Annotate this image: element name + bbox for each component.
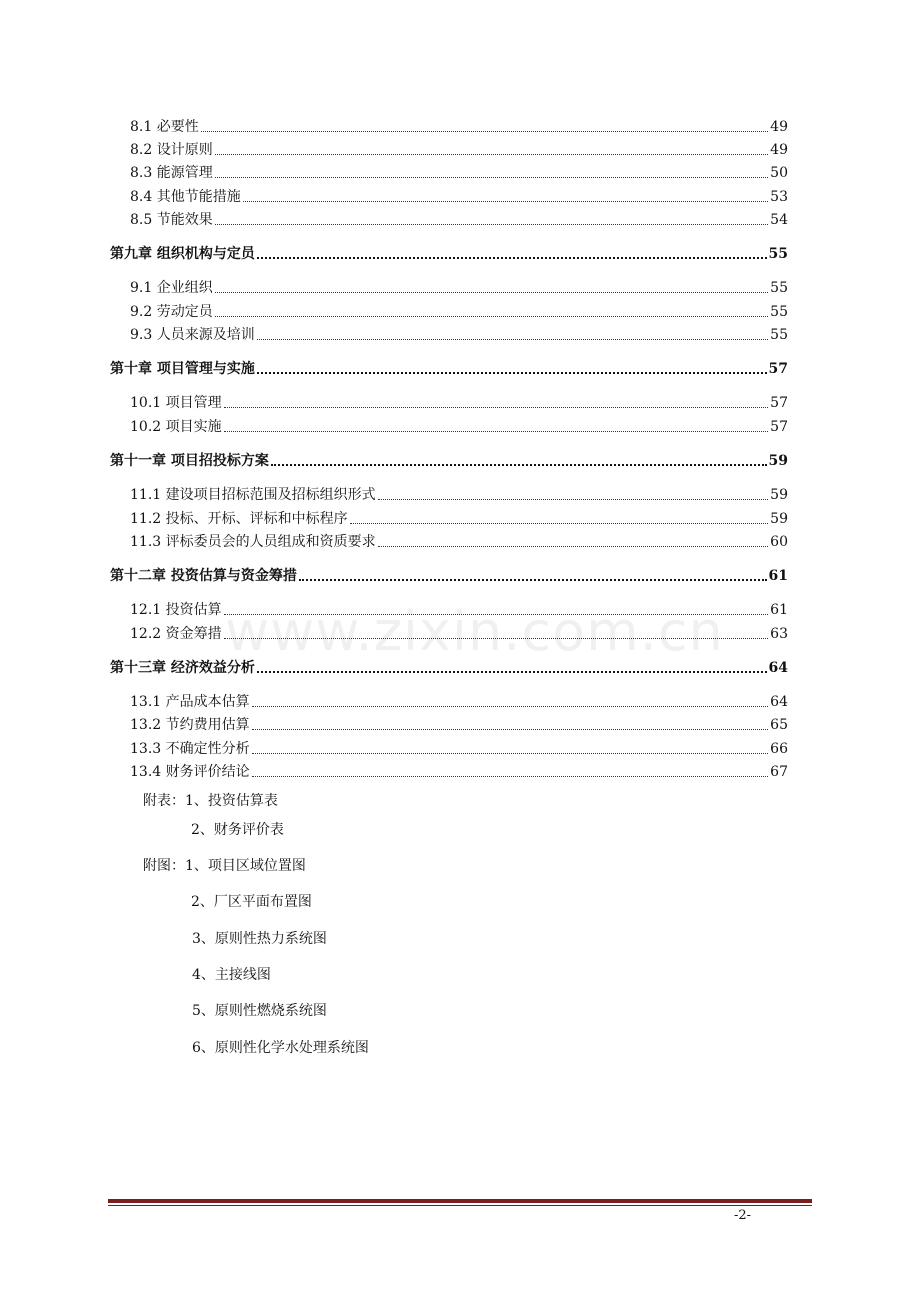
toc-entry-label: 11.1 建设项目招标范围及招标组织形式 — [130, 487, 376, 503]
toc-entry-page: 57 — [770, 395, 788, 411]
toc-entry-10-2[interactable] — [130, 414, 788, 436]
leader-dots — [224, 407, 769, 408]
toc-chapter-label: 第九章 组织机构与定员 — [110, 246, 255, 262]
leader-dots — [350, 523, 769, 524]
toc-entry-8-3[interactable] — [130, 160, 788, 182]
toc-entry-label: 13.1 产品成本估算 — [130, 694, 250, 710]
toc-entry-page: 59 — [770, 487, 788, 503]
toc-entry-8-2[interactable] — [130, 137, 788, 159]
leader-dots — [252, 776, 769, 777]
toc-entry-page: 55 — [770, 280, 788, 296]
toc-entry-page: 55 — [770, 304, 788, 320]
toc-entry-8-1[interactable] — [130, 114, 788, 136]
leader-dots — [257, 257, 767, 259]
leader-dots — [215, 177, 768, 178]
toc-entry-13-3[interactable] — [130, 736, 788, 758]
toc-entry-label: 8.4 其他节能措施 — [130, 189, 241, 205]
toc-entry-label: 9.3 人员来源及培训 — [130, 327, 255, 343]
toc-entry-label: 12.2 资金筹措 — [130, 626, 222, 642]
toc-entry-8-4[interactable] — [130, 184, 788, 206]
toc-chapter-9[interactable] — [110, 241, 788, 263]
toc-chapter-11[interactable] — [110, 448, 788, 470]
appendix-figure-item: 2、厂区平面布置图 — [191, 894, 312, 910]
toc-entry-label: 10.2 项目实施 — [130, 419, 222, 435]
toc-entry-page: 64 — [770, 694, 788, 710]
toc-chapter-10[interactable] — [110, 356, 788, 378]
toc-entry-page: 54 — [770, 212, 788, 228]
leader-dots — [257, 671, 767, 673]
leader-dots — [243, 201, 768, 202]
toc-chapter-label: 第十二章 投资估算与资金筹措 — [110, 568, 297, 584]
leader-dots — [378, 546, 769, 547]
appendix-figures-heading: 附图：1、项目区域位置图 — [143, 858, 306, 874]
toc-entry-label: 9.2 劳动定员 — [130, 304, 213, 320]
toc-chapter-page: 59 — [768, 453, 788, 469]
toc-chapter-page: 57 — [768, 361, 788, 377]
toc-entry-9-2[interactable] — [130, 299, 788, 321]
leader-dots — [257, 339, 768, 340]
appendix-figure-item: 4、主接线图 — [192, 967, 271, 983]
toc-entry-8-5[interactable] — [130, 207, 788, 229]
leader-dots — [215, 224, 768, 225]
toc-entry-9-3[interactable] — [130, 322, 788, 344]
page-number: -2- — [734, 1208, 752, 1223]
toc-entry-page: 60 — [770, 534, 788, 550]
toc-entry-label: 12.1 投资估算 — [130, 602, 222, 618]
toc-entry-page: 67 — [770, 764, 788, 780]
toc-entry-label: 8.1 必要性 — [130, 119, 199, 135]
toc-entry-page: 53 — [770, 189, 788, 205]
toc-chapter-page: 55 — [768, 246, 788, 262]
leader-dots — [215, 316, 768, 317]
toc-entry-13-1[interactable] — [130, 689, 788, 711]
toc-entry-13-4[interactable] — [130, 759, 788, 781]
toc-entry-label: 13.4 财务评价结论 — [130, 764, 250, 780]
toc-chapter-label: 第十三章 经济效益分析 — [110, 660, 255, 676]
toc-entry-label: 8.5 节能效果 — [130, 212, 213, 228]
toc-entry-label: 9.1 企业组织 — [130, 280, 213, 296]
leader-dots — [224, 431, 769, 432]
toc-entry-page: 61 — [770, 602, 788, 618]
toc-entry-label: 13.2 节约费用估算 — [130, 717, 250, 733]
toc-entry-page: 59 — [770, 511, 788, 527]
appendix-tables-heading: 附表：1、投资估算表 — [143, 793, 278, 809]
toc-entry-label: 11.3 评标委员会的人员组成和资质要求 — [130, 534, 376, 550]
toc-entry-11-2[interactable] — [130, 506, 788, 528]
leader-dots — [378, 499, 769, 500]
leader-dots — [271, 464, 767, 466]
toc-chapter-page: 64 — [768, 660, 788, 676]
appendix-table-item: 2、财务评价表 — [191, 822, 284, 838]
leader-dots — [299, 579, 767, 581]
toc-chapter-12[interactable] — [110, 563, 788, 585]
toc-chapter-label: 第十一章 项目招投标方案 — [110, 453, 269, 469]
toc-entry-11-3[interactable] — [130, 529, 788, 551]
leader-dots — [252, 706, 769, 707]
toc-entry-page: 49 — [770, 119, 788, 135]
toc-entry-page: 57 — [770, 419, 788, 435]
appendix-figure-item: 6、原则性化学水处理系统图 — [192, 1040, 369, 1056]
toc-entry-label: 11.2 投标、开标、评标和中标程序 — [130, 511, 348, 527]
toc-entry-page: 65 — [770, 717, 788, 733]
toc-entry-page: 66 — [770, 741, 788, 757]
leader-dots — [215, 292, 768, 293]
leader-dots — [252, 753, 769, 754]
toc-entry-11-1[interactable] — [130, 482, 788, 504]
toc-chapter-page: 61 — [768, 568, 788, 584]
appendix-figure-item: 3、原则性热力系统图 — [192, 931, 327, 947]
toc-chapter-label: 第十章 项目管理与实施 — [110, 361, 255, 377]
toc-entry-10-1[interactable] — [130, 390, 788, 412]
footer-rule-thick — [108, 1199, 812, 1203]
leader-dots — [201, 131, 768, 132]
toc-entry-page: 63 — [770, 626, 788, 642]
leader-dots — [215, 154, 768, 155]
toc-entry-label: 8.3 能源管理 — [130, 165, 213, 181]
watermark: www.zixin.com.cn — [225, 600, 724, 663]
appendix-figure-item: 5、原则性燃烧系统图 — [192, 1003, 327, 1019]
toc-entry-9-1[interactable] — [130, 275, 788, 297]
leader-dots — [257, 372, 767, 374]
footer-rule-thin — [108, 1205, 812, 1206]
toc-entry-label: 8.2 设计原则 — [130, 142, 213, 158]
toc-entry-page: 50 — [770, 165, 788, 181]
toc-entry-page: 55 — [770, 327, 788, 343]
toc-entry-page: 49 — [770, 142, 788, 158]
toc-entry-label: 10.1 项目管理 — [130, 395, 222, 411]
toc-entry-13-2[interactable] — [130, 712, 788, 734]
toc-entry-label: 13.3 不确定性分析 — [130, 741, 250, 757]
leader-dots — [252, 729, 769, 730]
